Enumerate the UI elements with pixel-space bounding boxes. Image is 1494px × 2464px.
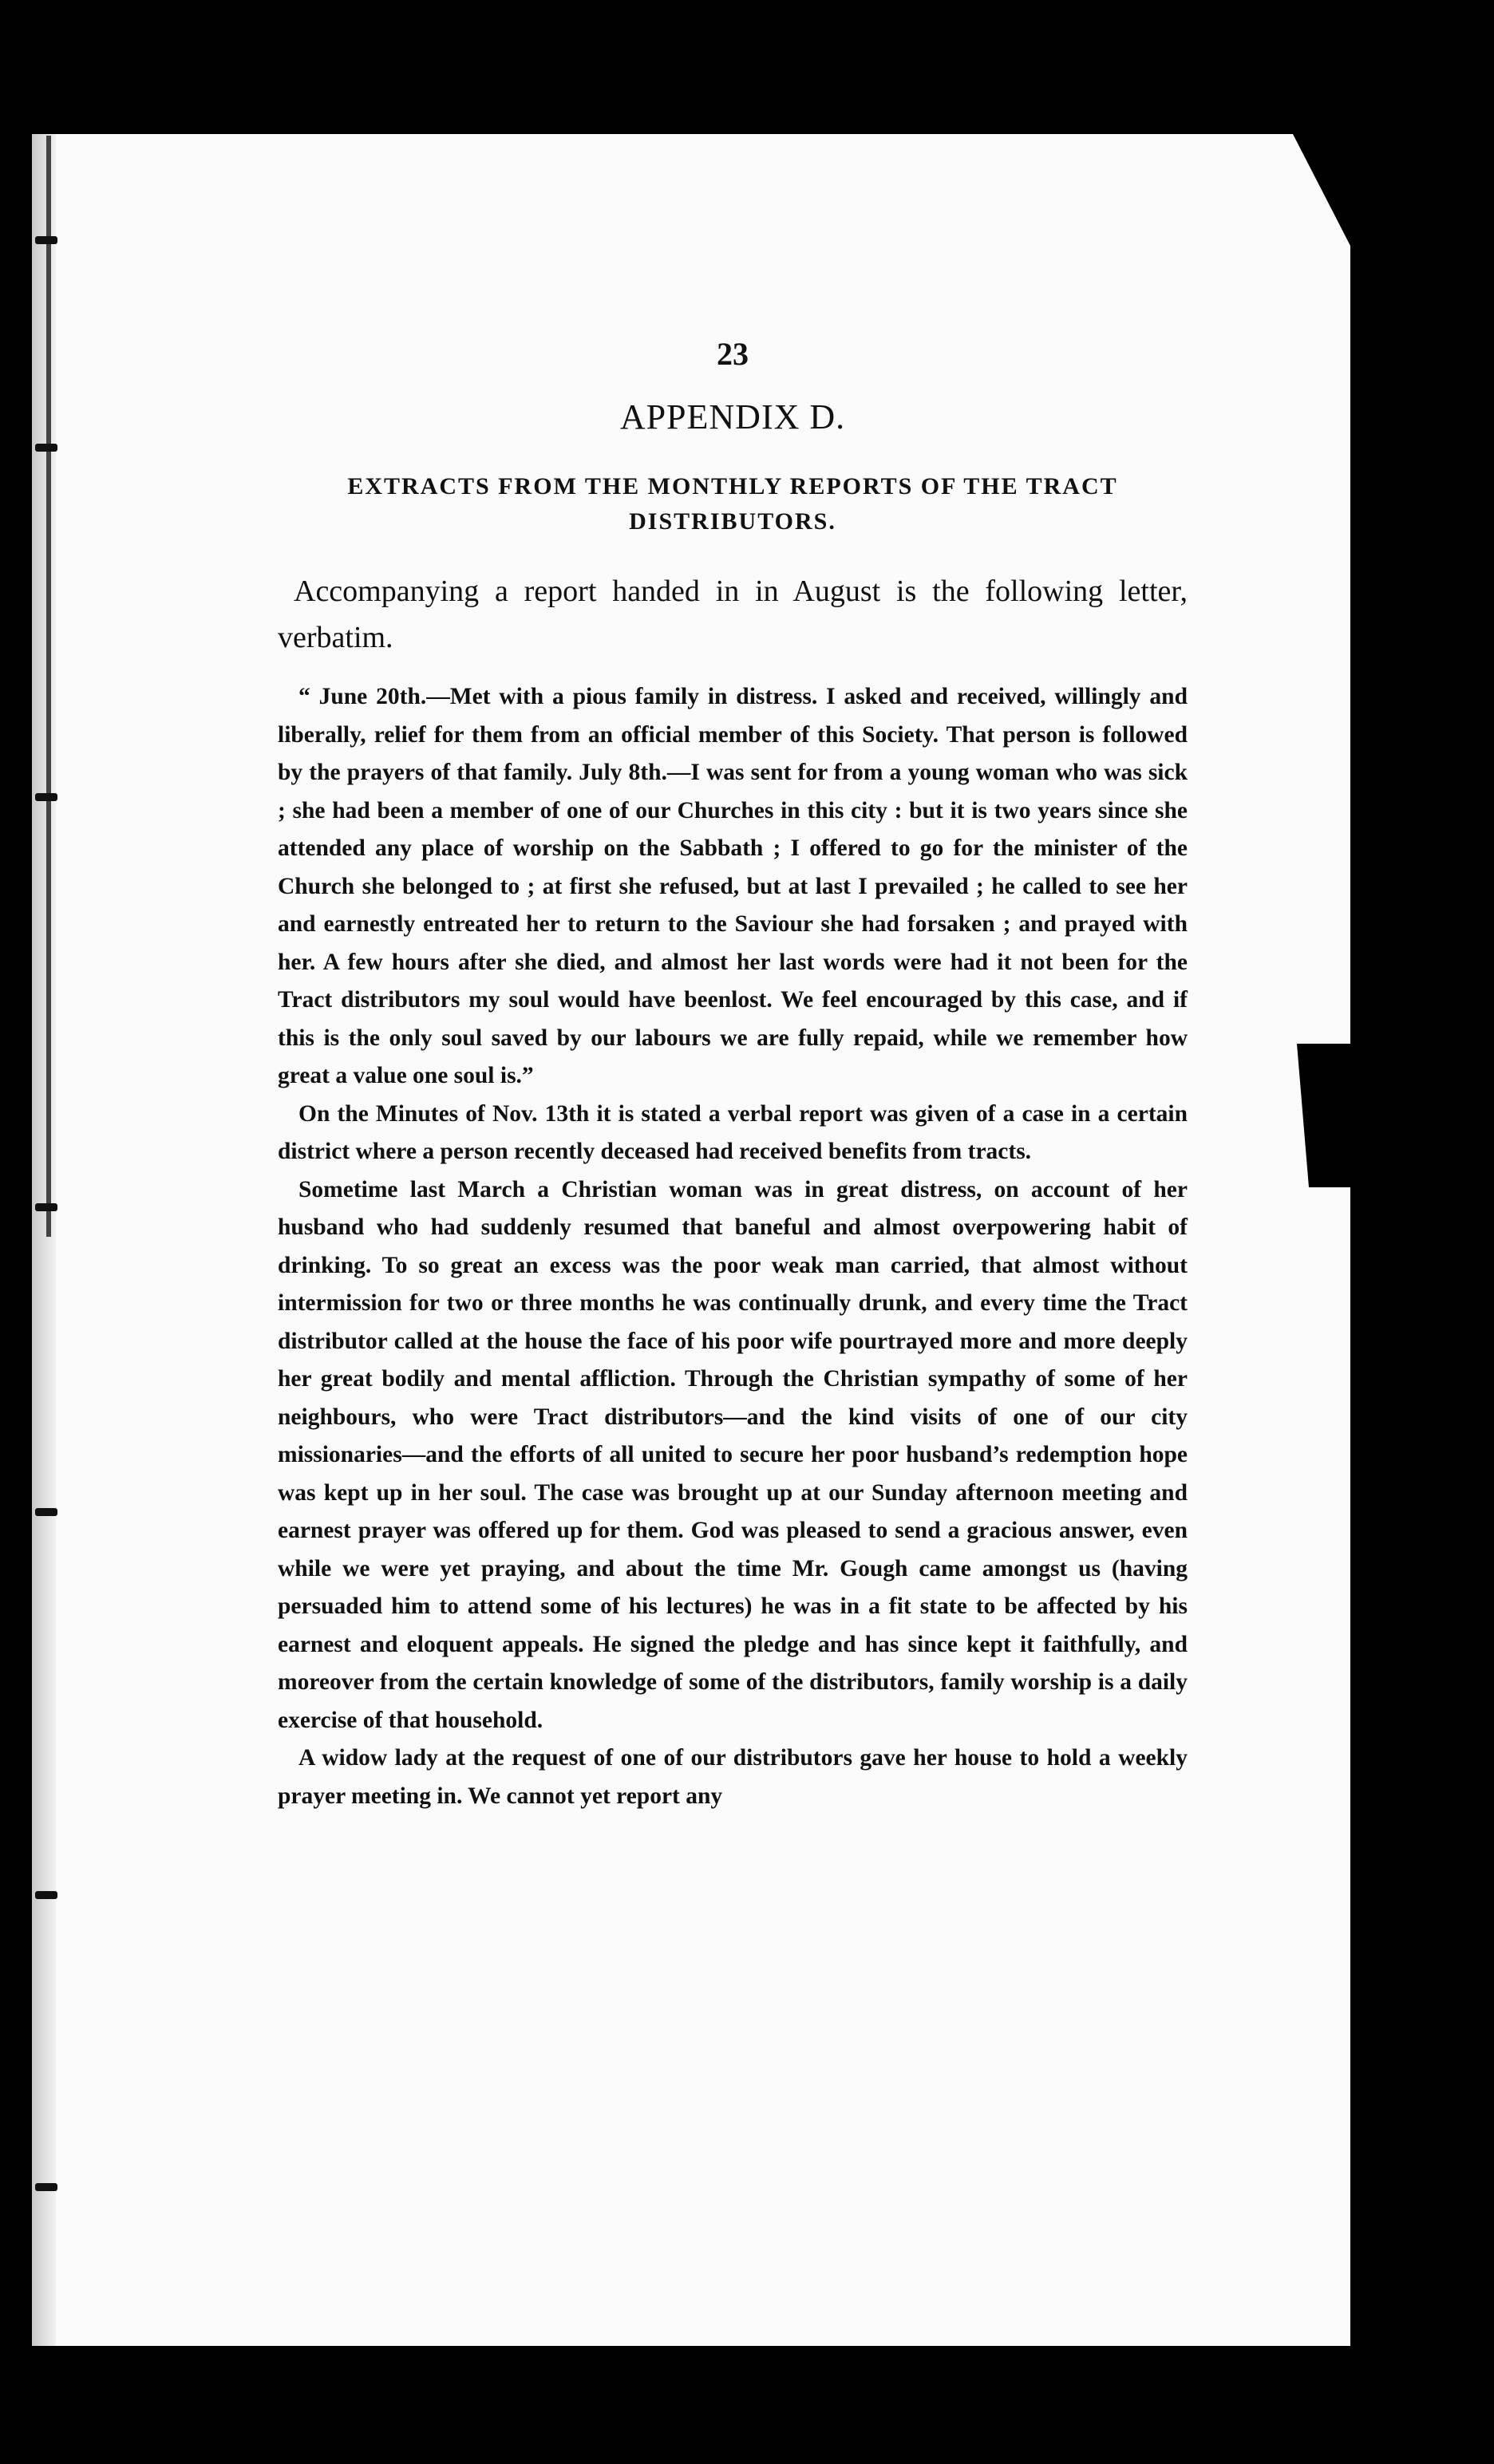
body-text (278, 678, 1188, 1815)
appendix-title: APPENDIX D. (619, 397, 846, 436)
binding-stitch (35, 793, 57, 801)
section-title: EXTRACTS FROM THE MONTHLY REPORTS OF THE TRACT DISTRIBUTORS. (347, 473, 1118, 535)
binding-stitch (35, 236, 57, 244)
page-content (278, 335, 1188, 1815)
binding-thread (46, 136, 51, 1237)
binding-stitch (35, 1891, 57, 1899)
binding-stitch (35, 1508, 57, 1516)
binding-stitch (35, 2183, 57, 2191)
paragraph-letter: “ June 20th.—Met with a pious family in distress. I asked and received, willingly and liberally, relief for them from an official member of this Society. That person is followed by the prayers of that family. July 8th.—I was sent for from a young woman who was sick ; she had been a member of one of our Churches in this city : but it is two years since she attended any place of worship on the Sabbath ; I offered to go for the minister of the Church she belonged to ; at first she refused, but at last I prevailed ; he called to see her and earnestly entreated her to return to the Saviour she had forsaken ; and prayed with her. A few hours after she died, and almost her last words were had it not been for the Tract distributors my soul would have beenlost. We feel encouraged by this case, and if this is the only soul saved by our labours we are fully repaid, while we remember how great a value one soul is.” (278, 684, 1188, 1088)
paragraph-widow-lady: A widow lady at the request of one of our distributors gave her house to hold a weekly prayer meeting in. We cannot yet report any (278, 1745, 1188, 1809)
intro-paragraph: Accompanying a report handed in in August is the following letter, verbatim. (278, 575, 1188, 654)
page-binding-edge (32, 134, 56, 2346)
paragraph-christian-woman: Sometime last March a Christian woman was in great distress, on account of her husband who had suddenly resumed that baneful and almost overpowering habit of drinking. To so great an excess was the poor weak man carried, that almost without intermission for two or three months he was continually drunk, and every time the Tract distributor called at the house the face of his poor wife pourtrayed more and more deeply her great bodily and mental affliction. Through the Christian sympathy of some of her neighbours, who were Tract distributors—and the kind visits of one of our city missionaries—and the efforts of all united to secure her poor husband’s redemption hope was kept up in her soul. The case was brought up at our Sunday afternoon meeting and earnest prayer was offered up for them. God was pleased to send a gracious answer, even while we were yet praying, and about the time Mr. Gough came amongst us (having persuaded him to attend some of his lectures) he was in a fit state to be affected by his earnest and eloquent appeals. He signed the pledge and has since kept it faithfully, and moreover from the certain knowledge of some of the distributors, family worship is a daily exercise of that household. (278, 1176, 1188, 1733)
page-number: 23 (717, 336, 749, 372)
binding-stitch (35, 444, 57, 452)
binding-stitch (35, 1203, 57, 1211)
paragraph-minutes: On the Minutes of Nov. 13th it is stated a verbal report was given of a case in a certain district where a person recently deceased had received benefits from tracts. (278, 1100, 1188, 1164)
